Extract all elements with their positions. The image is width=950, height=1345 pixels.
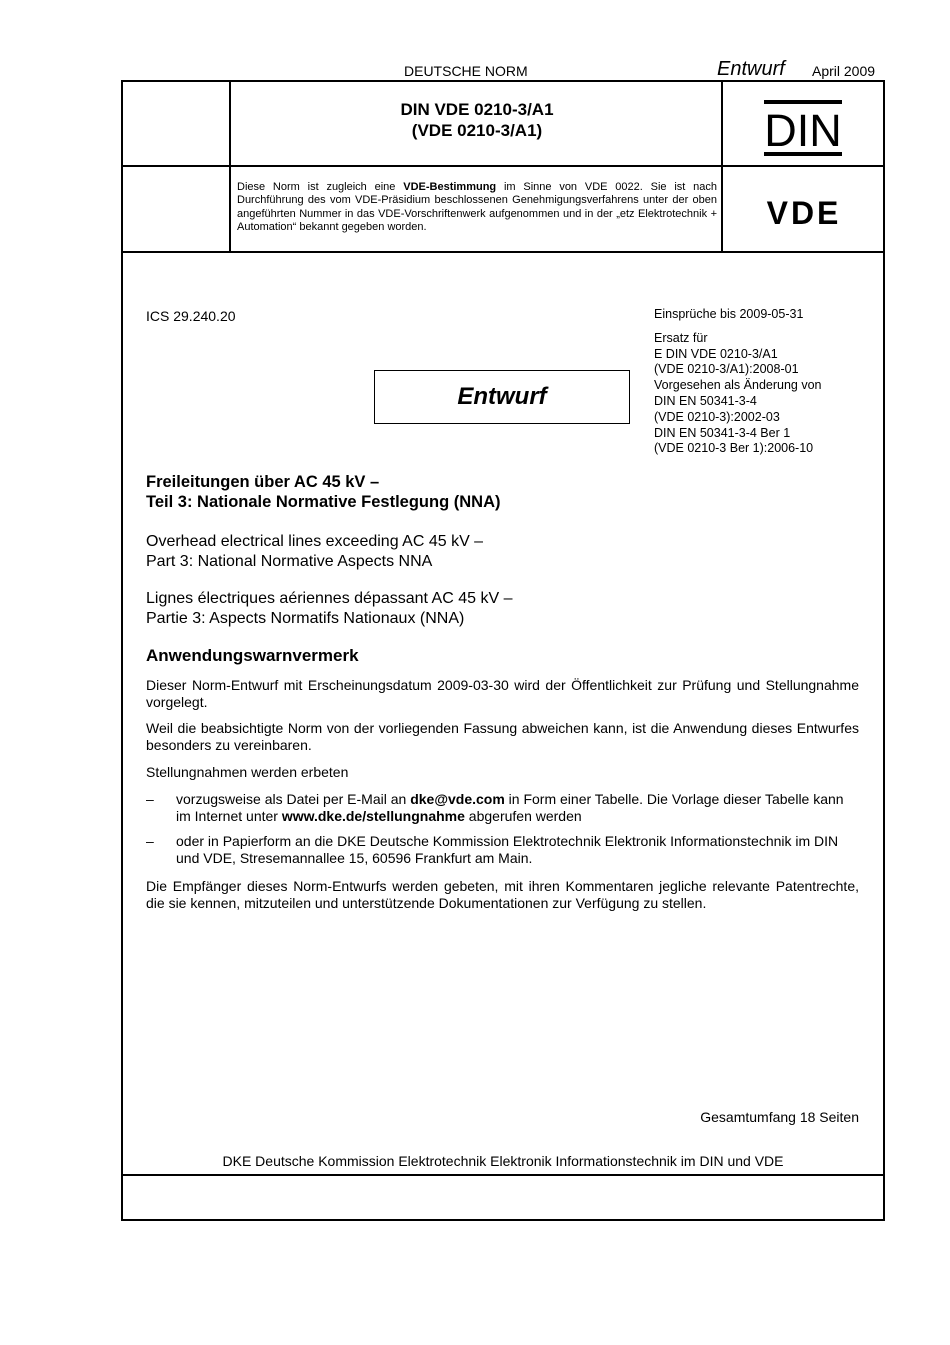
- objection-deadline: Einsprüche bis 2009-05-31: [654, 307, 804, 321]
- title-french-line: Partie 3: Aspects Normatifs Nationaux (NNA): [146, 610, 465, 627]
- standard-number-din: DIN VDE 0210-3/A1: [400, 100, 554, 119]
- divider-line: [121, 251, 885, 253]
- title-german-line: Teil 3: Nationale Normative Festlegung (NNA): [146, 493, 501, 511]
- replacement-info: [654, 307, 822, 457]
- title-english: [146, 532, 483, 572]
- standard-number: [232, 99, 722, 141]
- warning-heading: Anwendungswarnvermerk: [146, 646, 359, 665]
- info-line: (VDE 0210-3):2002-03: [654, 409, 780, 424]
- warning-paragraph: Dieser Norm-Entwurf mit Erscheinungsdatum 2009-03-30 wird der Öffentlichkeit zur Prüfung und Stellungnahme vorgelegt.: [146, 677, 859, 710]
- title-english-line: Part 3: National Normative Aspects NNA: [146, 553, 433, 570]
- issue-date: April 2009: [812, 63, 876, 79]
- title-german: [146, 472, 501, 512]
- patent-paragraph: Die Empfänger dieses Norm-Entwurfs werden gebeten, mit ihren Kommentaren jegliche relevante Patentrechte, die sie kennen, mitzuteilen und unterstützende Dokumentationen zur Verfügung zu stellen.: [146, 878, 859, 911]
- notice-text-2: im Sinne von VDE 0022. Sie ist nach Durchführung des vom VDE-Präsidium beschlossenen Genehmigungsverfahrens unter der oben angeführten Nummer in das VDE-Vorschriftenwerk aufgenommen und in der „etz Elektrotechnik + Automation“ bekannt gegeben worden.: [237, 181, 718, 234]
- bullet-dash: –: [146, 833, 154, 849]
- warning-paragraph: Weil die beabsichtigte Norm von der vorliegenden Fassung abweichen kann, ist die Anwendung dieses Entwurfes besonders zu vereinbaren.: [146, 720, 859, 753]
- title-french: [146, 589, 512, 629]
- din-logo-text: DIN: [764, 105, 842, 156]
- title-english-line: Overhead electrical lines exceeding AC 45 kV –: [146, 533, 484, 550]
- norm-type-label: DEUTSCHE NORM: [404, 63, 528, 79]
- vde-logo-text: VDE: [766, 196, 842, 228]
- info-line: (VDE 0210-3/A1):2008-01: [654, 362, 799, 377]
- bullet-text-part: in Form einer Tabelle. Die Vorlage dieser Tabelle kann im Internet unter: [176, 791, 844, 824]
- draft-stamp: Entwurf: [374, 370, 630, 424]
- ics-code: ICS 29.240.20: [146, 308, 236, 324]
- title-french-line: Lignes électriques aériennes dépassant AC 45 kV –: [146, 590, 513, 607]
- email-link[interactable]: dke@vde.com: [410, 791, 505, 807]
- bullet-item-paper: [146, 833, 859, 867]
- notice-text-1: Diese Norm ist zugleich eine: [237, 181, 404, 193]
- divider-line: [229, 80, 231, 253]
- bullet-dash: –: [146, 791, 154, 807]
- info-line: (VDE 0210-3 Ber 1):2006-10: [654, 441, 814, 456]
- vde-notice: [237, 181, 717, 235]
- bullet-item-email: [146, 791, 859, 825]
- comment-url-link[interactable]: www.dke.de/stellungnahme: [281, 808, 465, 824]
- info-line: Ersatz für: [654, 330, 708, 345]
- draft-label: Entwurf: [717, 58, 785, 80]
- info-line: E DIN VDE 0210-3/A1: [654, 346, 778, 361]
- din-logo: [764, 100, 842, 156]
- warning-paragraph: Stellungnahmen werden erbeten: [146, 764, 349, 780]
- divider-line: [121, 1174, 885, 1176]
- bullet-text-part: vorzugsweise als Datei per E-Mail an: [176, 791, 411, 807]
- publisher-footer: DKE Deutsche Kommission Elektrotechnik Elektronik Informationstechnik im DIN und VDE: [222, 1153, 784, 1169]
- info-line: DIN EN 50341-3-4: [654, 393, 757, 408]
- bullet-text: oder in Papierform an die DKE Deutsche Kommission Elektrotechnik Elektronik Informationstechnik im DIN und VDE, Stresemannallee 15, 60596 Frankfurt am Main.: [176, 833, 839, 866]
- bullet-text: [176, 791, 859, 825]
- title-german-line: Freileitungen über AC 45 kV –: [146, 473, 380, 491]
- standard-number-vde: (VDE 0210-3/A1): [411, 121, 543, 140]
- bullet-text-part: abgerufen werden: [464, 808, 582, 824]
- info-line: Vorgesehen als Änderung von: [654, 378, 822, 393]
- notice-bold-term: VDE-Bestimmung: [403, 181, 497, 193]
- vde-logo: [751, 196, 857, 228]
- total-pages: Gesamtumfang 18 Seiten: [700, 1109, 859, 1125]
- info-line: DIN EN 50341-3-4 Ber 1: [654, 425, 791, 440]
- divider-line: [121, 165, 885, 167]
